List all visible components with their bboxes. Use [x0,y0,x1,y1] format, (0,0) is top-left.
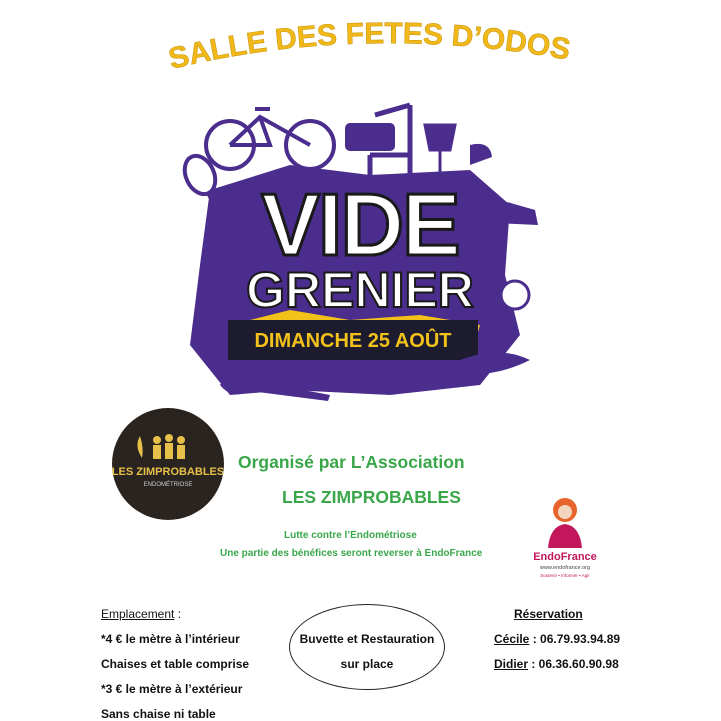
buvette-line2: sur place [340,657,394,671]
buvette-line1: Buvette et Restauration [299,632,435,646]
contact-didier [494,657,619,671]
vide-grenier-illustration [170,95,550,415]
reservation-title: Réservation [514,607,583,621]
endofrance-tagline: Soutenir • Informer • Agir [540,573,590,578]
zimprobables-emblem [112,408,224,520]
inside-includes: Chaises et table comprise [101,657,250,671]
donation-note: Une partie des bénéfices seront reverser à EndoFrance [220,548,483,559]
endofrance-name: EndoFrance [533,551,597,563]
logo-name: LES ZIMPROBABLES [112,466,224,478]
endofrance-figure-body [548,524,582,548]
buvette-oval [289,604,445,690]
endofrance-logo [530,488,600,588]
ball-icon [501,281,529,309]
grenier-text: GRENIER [246,262,474,318]
vide-text: VIDE [261,175,459,274]
endofrance-url: www.endofrance.org [539,565,591,571]
organizer-line: Organisé par L’Association [238,452,465,472]
radio-icon [345,123,395,151]
bicycle-icon [206,109,334,169]
svg-text:SALLE DES FETES D’ODOS: SALLE DES FETES D’ODOS [165,17,573,76]
tennis-racket-icon [179,151,221,215]
contact-phone: : 06.36.60.90.98 [528,657,619,671]
organizer-name: LES ZIMPROBABLES [282,487,461,507]
emplacement-title: Emplacement [101,607,175,621]
emplacement-heading [101,607,181,621]
sneaker-icon [495,200,538,225]
contact-name: Cécile [494,632,530,646]
telephone-icon [470,144,492,165]
emplacement-colon: : [174,607,182,621]
venue-title [0,10,721,80]
zimprobables-logo [112,408,224,520]
cause-text: Lutte contre l’Endométriose [284,530,417,541]
contact-cecile [494,632,620,646]
logo-subtitle: ENDOMÉTRIOSE [143,482,193,488]
outside-note: Sans chaise ni table [101,707,216,721]
price-inside: *4 € le mètre à l’intérieur [101,632,240,646]
event-date: DIMANCHE 25 AOÛT [254,330,452,352]
contact-name: Didier [494,657,529,671]
contact-phone: : 06.79.93.94.89 [529,632,621,646]
price-outside: *3 € le mètre à l’extérieur [101,682,243,696]
